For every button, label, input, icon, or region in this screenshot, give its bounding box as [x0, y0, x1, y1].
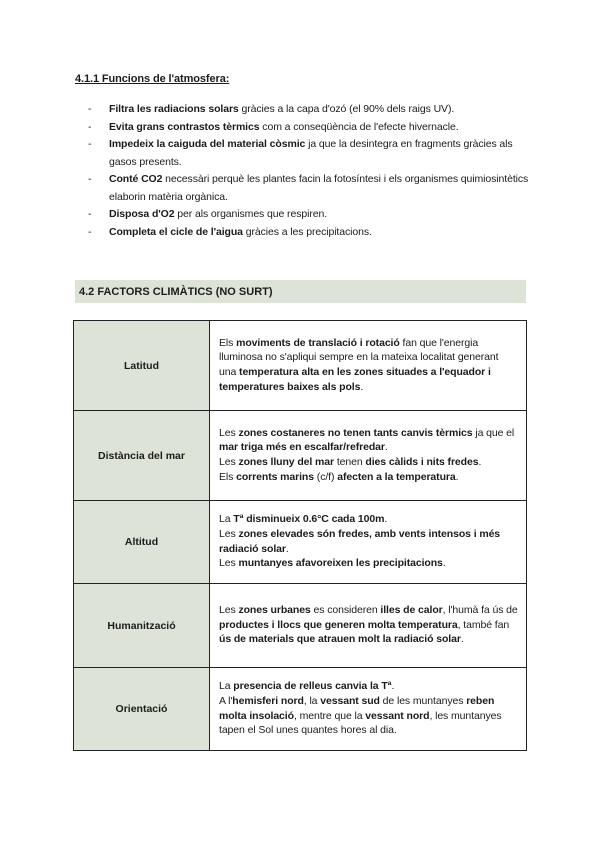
emphasis-text: ús de materials que atrauen molt la radiació solar	[219, 633, 461, 646]
emphasis-text: mar triga més en escalfar/refredar	[219, 441, 385, 454]
list-item-bold: Filtra les radiacions solars	[109, 103, 239, 115]
list-dash: -	[88, 103, 92, 115]
body-text: , també fan	[457, 618, 510, 631]
body-text: Les	[219, 557, 239, 570]
factor-description	[210, 411, 527, 501]
emphasis-text: zones lluny del mar	[238, 456, 334, 468]
body-text: Els	[219, 336, 237, 349]
body-text: .	[455, 470, 459, 483]
emphasis-text: Tª disminueix 0.6°C cada 100m	[233, 513, 385, 526]
body-text: .	[460, 633, 464, 646]
emphasis-text: reben molta insolació	[219, 694, 495, 722]
body-text: fan que l'energia lluminosa no s'apliqui sempre en la mateixa localitat generant una	[219, 336, 499, 378]
list-item-text: necessàri perquè les plantes facin la fotosíntesi i els organismes quimiosintètics elaborin matèria orgànica.	[109, 173, 529, 203]
body-text: Les	[219, 604, 239, 617]
body-text: (c/f)	[313, 470, 338, 483]
emphasis-text: dies càlids i nits fredes	[365, 456, 479, 468]
table-row	[74, 411, 527, 501]
list-item-bold: Conté CO2	[109, 173, 163, 185]
emphasis-text: zones costaneres no tenen tants canvis tèrmics	[238, 426, 473, 439]
body-text: .	[442, 557, 446, 570]
factor-label: Orientació	[74, 668, 210, 751]
emphasis-text: muntanyes afavoreixen les precipitacions	[238, 557, 443, 570]
table-row	[74, 584, 527, 668]
emphasis-text: afecten a la temperatura	[337, 470, 456, 483]
body-text: A l'	[219, 694, 233, 707]
emphasis-text: illes de calor	[380, 604, 443, 617]
list-dash: -	[88, 208, 92, 220]
list-item	[88, 119, 538, 137]
emphasis-text: temperatura alta en les zones situades a l'equador i temperatures baixes als pols	[219, 366, 491, 393]
list-item	[88, 101, 538, 119]
list-dash: -	[88, 225, 92, 238]
emphasis-text: corrents marins	[236, 470, 314, 483]
list-item	[88, 206, 538, 224]
list-item	[88, 136, 538, 171]
list-item-bold: Disposa d'O2	[109, 208, 175, 220]
emphasis-text: presencia de relleus canvia la Tª	[233, 680, 392, 693]
list-dash: -	[88, 173, 92, 185]
list-item	[88, 224, 538, 242]
heading-atmosphere-functions: 4.1.1 Funcions de l'atmosfera:	[75, 73, 230, 85]
factor-label: Humanització	[74, 584, 210, 668]
body-text: La	[219, 513, 234, 526]
factor-description	[210, 584, 527, 668]
factor-label: Distància del mar	[74, 411, 210, 501]
list-dash: -	[88, 138, 92, 150]
body-text: es consideren	[310, 604, 381, 617]
climatic-factors-table	[73, 320, 527, 751]
list-item-text: ja que la desintegra en fragments gràcies als gasos presents.	[109, 138, 513, 168]
emphasis-text: zones elevades són fredes, amb vents intensos i més radiació solar	[219, 527, 501, 555]
table-row	[74, 501, 527, 584]
body-text: .	[384, 441, 388, 454]
emphasis-text: zones urbanes	[238, 604, 311, 617]
list-item-text: gràcies a les precipitacions.	[242, 225, 372, 238]
body-text: de les muntanyes	[379, 694, 467, 707]
body-text: tenen	[334, 456, 366, 468]
body-text: Les	[219, 456, 239, 468]
factor-description	[210, 668, 527, 751]
list-item-bold: Impedeix la caiguda del material còsmic	[109, 138, 306, 150]
body-text: Les	[219, 527, 239, 540]
list-item-bold: Evita grans contrastos tèrmics	[109, 120, 260, 133]
body-text: .	[478, 456, 482, 468]
body-text: La	[219, 680, 234, 693]
list-item-bold: Completa el cicle de l'aigua	[109, 225, 243, 238]
body-text: , l'humà fa ús de	[442, 604, 518, 617]
body-text: , mentre que la	[293, 709, 366, 722]
section-title-climatic-factors: 4.2 FACTORS CLIMÀTICS (NO SURT)	[75, 280, 526, 303]
list-item	[88, 171, 538, 206]
emphasis-text: hemisferi nord	[232, 694, 304, 707]
table-row	[74, 668, 527, 751]
list-item-text: gràcies a la capa d'ozó (el 90% dels raigs UV).	[238, 103, 455, 115]
body-text: .	[360, 380, 364, 393]
atmosphere-functions-list	[88, 101, 538, 241]
body-text: ja que el	[472, 426, 515, 439]
factor-description	[210, 501, 527, 584]
factor-description	[210, 321, 527, 411]
body-text: .	[384, 513, 388, 526]
emphasis-text: moviments de translació i rotació	[236, 336, 400, 349]
factor-label: Altitud	[74, 501, 210, 584]
body-text: .	[391, 680, 395, 693]
emphasis-text: productes i llocs que generen molta temperatura	[219, 618, 458, 631]
body-text: Els	[219, 470, 237, 483]
body-text: Les	[219, 426, 239, 439]
list-dash: -	[88, 120, 92, 133]
body-text: .	[285, 542, 289, 555]
list-item-text: com a conseqüència de l'efecte hivernacle.	[259, 120, 459, 133]
factor-label: Latitud	[74, 321, 210, 411]
list-item-text: per als organismes que respiren.	[174, 208, 328, 220]
body-text: , les muntanyes tapen el Sol unes quantes hores al dia.	[219, 709, 502, 737]
table-row	[74, 321, 527, 411]
body-text: , la	[303, 694, 321, 707]
emphasis-text: vessant sud	[320, 694, 380, 707]
emphasis-text: vessant nord	[365, 709, 430, 722]
